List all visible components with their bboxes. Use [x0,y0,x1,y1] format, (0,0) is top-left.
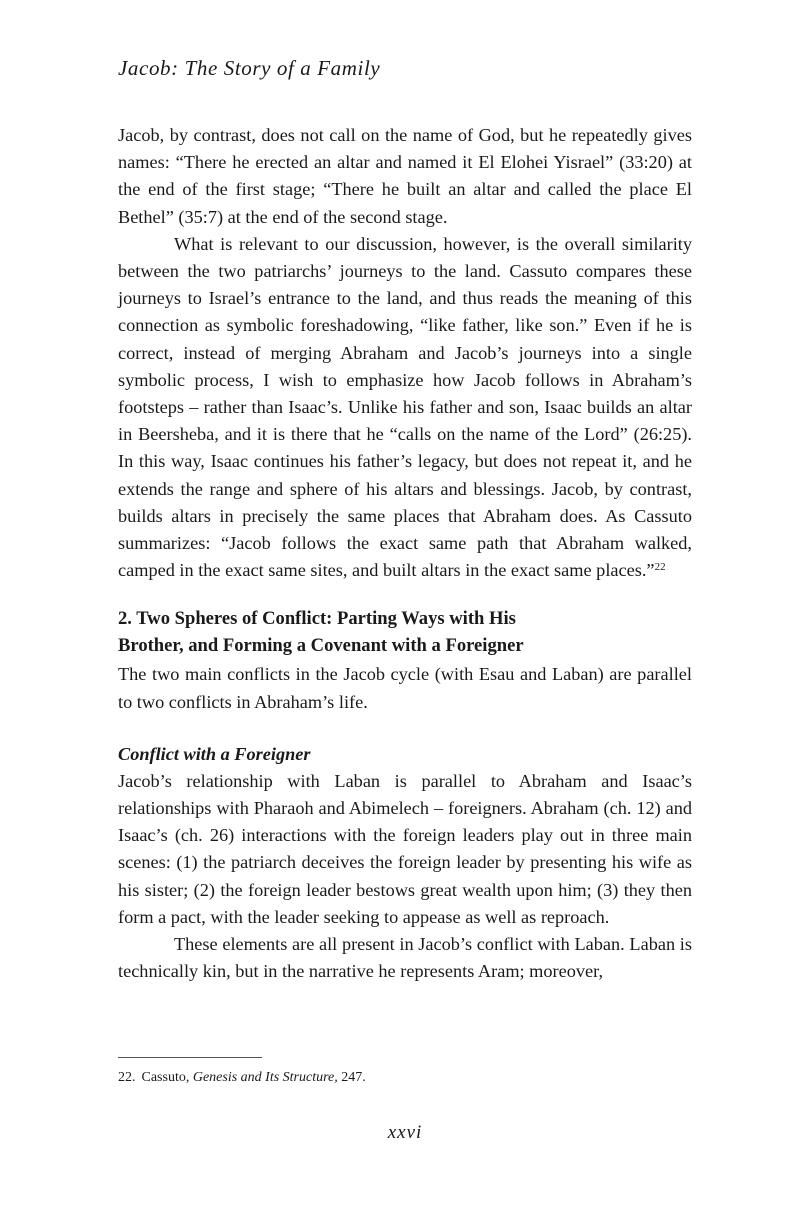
subsection-heading: Conflict with a Foreigner [118,743,311,764]
footnote-title: Genesis and Its Structure, [192,1070,338,1085]
page-number: xxvi [387,1122,423,1143]
paragraph-2-text: What is relevant to our discussion, however, is the overall similarity between the two patriarchs’ journeys to the land. Cassuto compares these journeys to Israel’s entrance to the land, and thus reads the meaning of this connection as symbolic foreshadowing, “like father, like son.” Even if he is correct, instead of merging Abraham and Jacob’s journeys into a single symbolic process, I wish to emphasize how Jacob follows in Abraham’s footsteps – rather than Isaac’s. Unlike his father and son, Isaac builds an altar in Beersheba, and it is there that he “calls on the name of the Lord” (26:25). In this way, Isaac continues his father’s legacy, but does not repeat it, and he extends the range and sphere of his altars and blessings. Jacob, by contrast, builds altars in precisely the same places that Abraham does. As Cassuto summarizes: “Jacob follows the exact same path that Abraham walked, camped in the exact same sites, and built altars in the exact same places.” [118,233,692,581]
body-text [118,122,692,985]
paragraph-1: Jacob, by contrast, does not call on the name of God, but he repeatedly gives names: “There he erected an altar and named it El Elohei Yisrael” (33:20) at the end of the first stage; “There he built an altar and called the place El Bethel” (35:7) at the end of the second stage. [118,125,692,227]
footnote-page: 247. [341,1070,366,1085]
section-heading-line-2: Brother, and Forming a Covenant with a Foreigner [118,635,524,657]
section-heading-line-1: 2. Two Spheres of Conflict: Parting Ways with His [118,608,516,630]
running-head: Jacob: The Story of a Family [118,56,381,80]
footnote-number: 22. [118,1070,136,1085]
section-heading [118,605,692,659]
footnote-22 [118,1068,366,1088]
book-page [118,0,692,1230]
footnote-author: Cassuto, [141,1070,190,1085]
footnote-divider [118,1057,262,1058]
footnote-reference-22[interactable]: 22 [654,561,666,574]
paragraph-4: Jacob’s relationship with Laban is parallel to Abraham and Isaac’s relationships with Pharaoh and Abimelech – foreigners. Abraham (ch. 12) and Isaac’s (ch. 26) interactions with the foreign leaders play out in three main scenes: (1) the patriarch deceives the foreign leader by presenting his wife as his sister; (2) the foreign leader bestows great wealth upon him; (3) they then form a pact, with the leader seeking to appease as well as reproach. [118,770,692,927]
paragraph-3: The two main conflicts in the Jacob cycle (with Esau and Laban) are parallel to two conflicts in Abraham’s life. [118,664,692,712]
paragraph-5: These elements are all present in Jacob’s conflict with Laban. Laban is technically kin, but in the narrative he represents Aram; moreover, [118,934,692,982]
paragraph-2 [118,231,692,585]
